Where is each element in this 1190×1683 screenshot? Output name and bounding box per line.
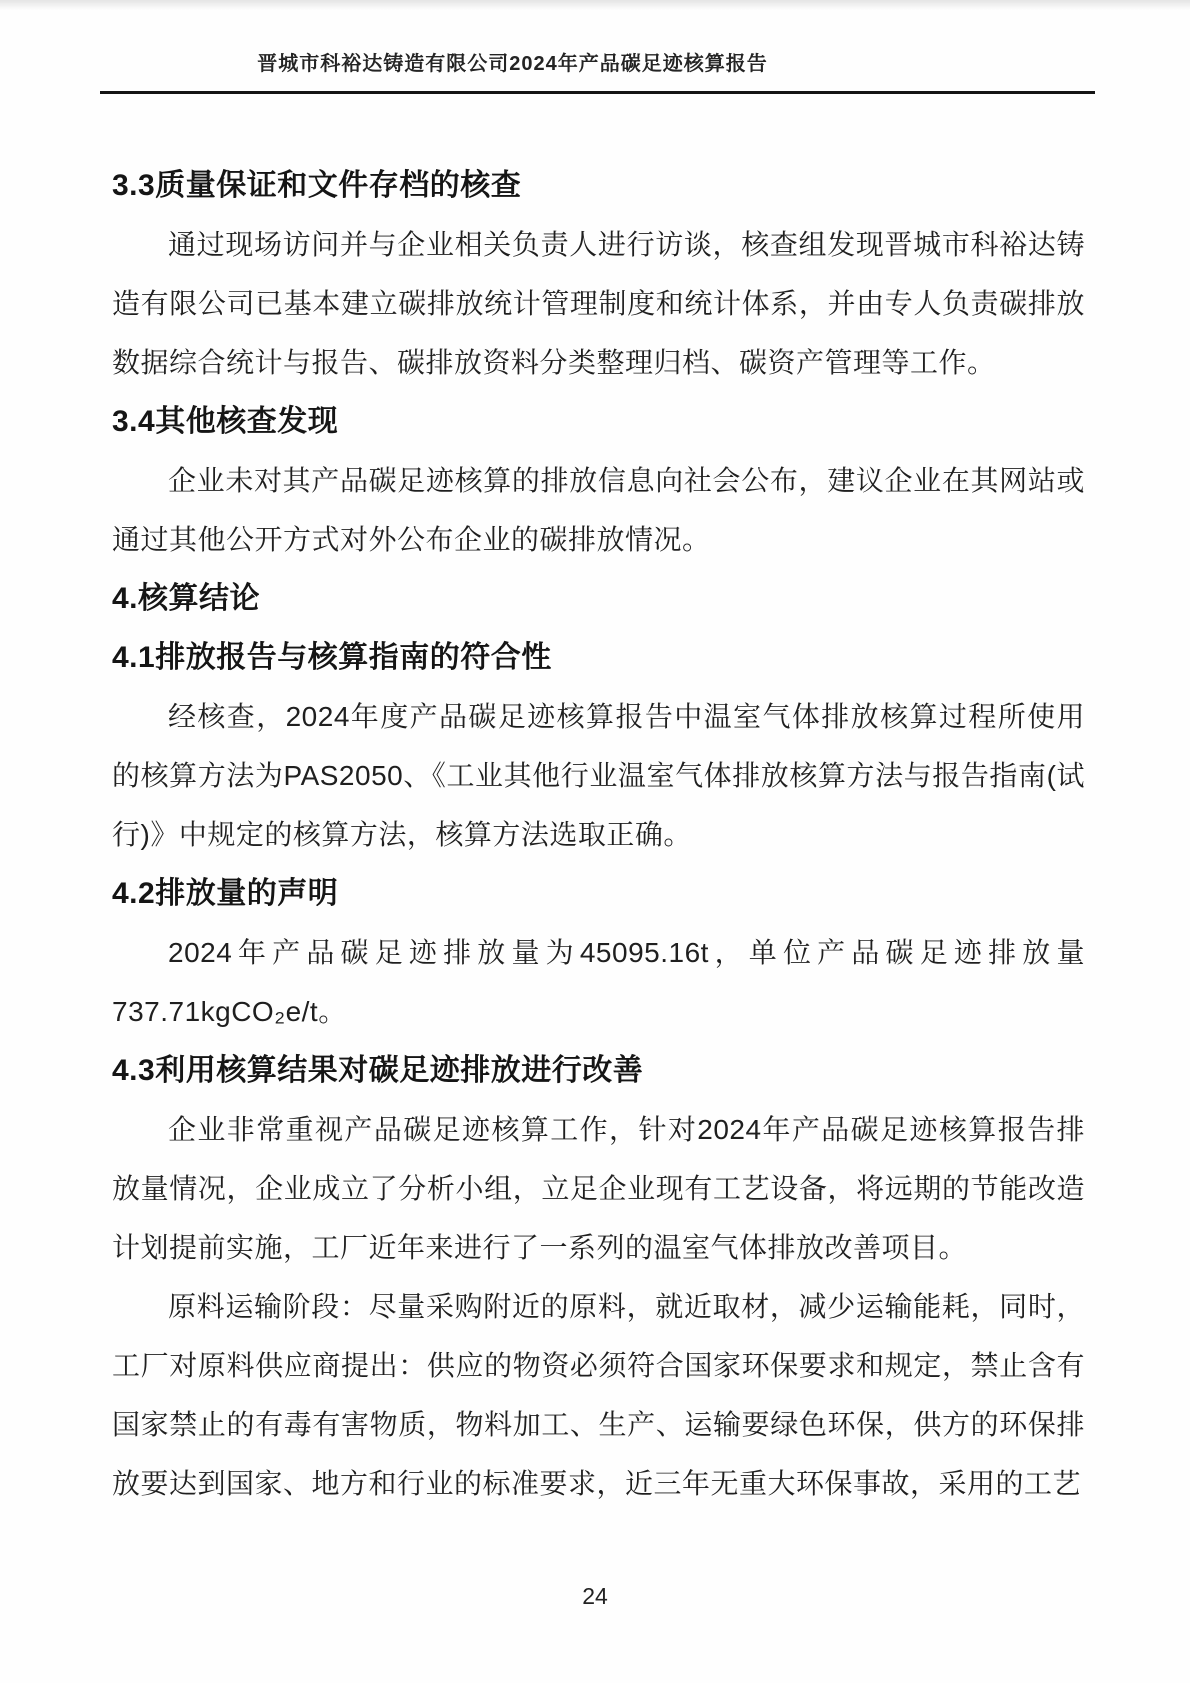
paragraph-other-findings: 企业未对其产品碳足迹核算的排放信息向社会公布，建议企业在其网站或通过其他公开方式对外公布企业的碳排放情况。 xyxy=(112,465,1085,555)
section-heading-3-4: 3.4其他核查发现 xyxy=(112,405,339,438)
running-header-title: 晋城市科裕达铸造有限公司2024年产品碳足迹核算报告 xyxy=(257,53,768,75)
paragraph-emission-statement: 2024年产品碳足迹排放量为45095.16t，单位产品碳足迹排放量737.71kgCO₂e/t。 xyxy=(112,937,1085,1027)
page-header xyxy=(0,0,1190,76)
report-body xyxy=(0,94,1190,1513)
page-number: 24 xyxy=(582,1583,608,1609)
section-heading-4-2: 4.2排放量的声明 xyxy=(112,877,339,910)
section-heading-4: 4.核算结论 xyxy=(112,582,261,615)
paragraph-guideline-conformity: 经核查，2024年度产品碳足迹核算报告中温室气体排放核算过程所使用的核算方法为PAS2050、《工业其他行业温室气体排放核算方法与报告指南(试行)》中规定的核算方法，核算方法选取正确。 xyxy=(112,701,1085,850)
section-heading-4-3: 4.3利用核算结果对碳足迹排放进行改善 xyxy=(112,1054,644,1087)
section-heading-3-3: 3.3质量保证和文件存档的核查 xyxy=(112,169,522,202)
paragraph-improvement-plan: 企业非常重视产品碳足迹核算工作，针对2024年产品碳足迹核算报告排放量情况，企业成立了分析小组，立足企业现有工艺设备，将远期的节能改造计划提前实施，工厂近年来进行了一系列的温室气体排放改善项目。 xyxy=(112,1114,1085,1263)
page-footer xyxy=(0,1583,1190,1610)
section-heading-4-1: 4.1排放报告与核算指南的符合性 xyxy=(112,641,552,674)
paragraph-raw-material-transport: 原料运输阶段：尽量采购附近的原料，就近取材，减少运输能耗，同时，工厂对原料供应商提出：供应的物资必须符合国家环保要求和规定，禁止含有国家禁止的有毒有害物质，物料加工、生产、运输要绿色环保，供方的环保排放要达到国家、地方和行业的标准要求，近三年无重大环保事故，采用的工艺 xyxy=(112,1291,1085,1499)
paragraph-quality-assurance: 通过现场访问并与企业相关负责人进行访谈，核查组发现晋城市科裕达铸造有限公司已基本建立碳排放统计管理制度和统计体系，并由专人负责碳排放数据综合统计与报告、碳排放资料分类整理归档、碳资产管理等工作。 xyxy=(112,229,1085,378)
